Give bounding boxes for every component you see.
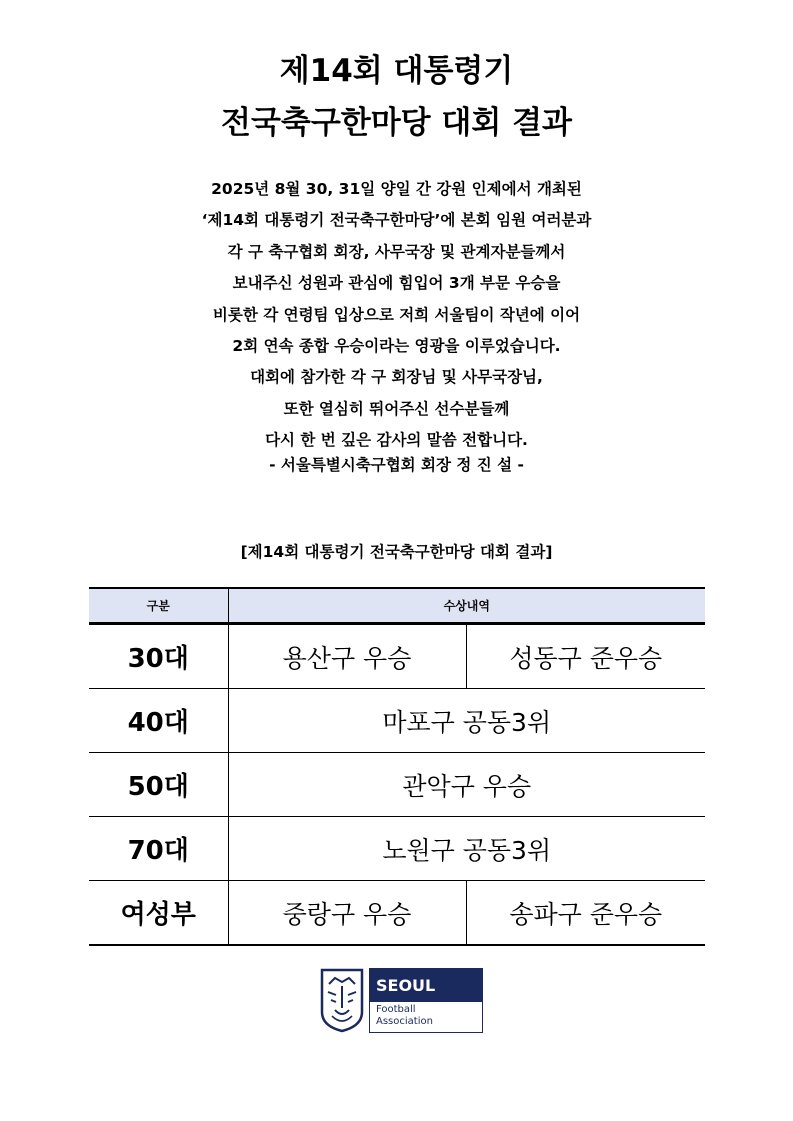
thank-you-message: [0, 174, 793, 457]
row-award: 노원구 공동3위: [228, 817, 705, 881]
message-line: 보내주신 성원과 관심에 힘입어 3개 부문 우승을: [232, 274, 561, 293]
logo-sub1: Football: [376, 1004, 416, 1015]
message-line: 다시 한 번 깊은 감사의 말씀 전합니다.: [265, 431, 528, 450]
message-line: 대회에 참가한 각 구 회장님 및 사무국장님,: [250, 368, 543, 387]
table-row: [89, 689, 705, 753]
row-award: 마포구 공동3위: [228, 689, 705, 753]
document-title-line2: 전국축구한마당 대회 결과: [221, 105, 572, 141]
row-award: 성동구 준우승: [466, 624, 705, 689]
table-row: [89, 624, 705, 689]
results-caption: [제14회 대통령기 전국축구한마당 대회 결과]: [240, 543, 553, 561]
row-award: 관악구 우승: [228, 753, 705, 817]
signature: - 서울특별시축구협회 회장 정 진 설 -: [269, 456, 524, 474]
header-awards: 수상내역: [228, 588, 705, 624]
table-row: [89, 753, 705, 817]
message-line: 2회 연속 종합 우승이라는 영광을 이루었습니다.: [232, 336, 561, 355]
table-header-row: [89, 588, 705, 624]
results-table: [89, 587, 705, 946]
row-award: 용산구 우승: [228, 624, 466, 689]
row-category: 30대: [89, 624, 228, 689]
logo-name: SEOUL: [370, 969, 482, 1002]
message-line: ‘제14회 대통령기 전국축구한마당’에 본회 임원 여러분과: [201, 211, 592, 230]
row-category: 70대: [89, 817, 228, 881]
row-award: 송파구 준우승: [466, 881, 705, 946]
row-category: 50대: [89, 753, 228, 817]
message-line: 2025년 8월 30, 31일 양일 간 강원 인제에서 개최된: [211, 180, 582, 198]
document-title-line1: 제14회 대통령기: [279, 53, 514, 89]
message-line: 비롯한 각 연령팀 입상으로 저희 서울팀이 작년에 이어: [212, 305, 581, 324]
logo-sub2: Association: [376, 1016, 433, 1027]
table-row: [89, 817, 705, 881]
tiger-emblem-icon: [320, 968, 364, 1033]
row-category: 40대: [89, 689, 228, 753]
row-award: 중랑구 우승: [228, 881, 466, 946]
row-category: 여성부: [89, 881, 228, 946]
table-row: [89, 881, 705, 946]
association-logo: [320, 968, 483, 1033]
logo-wordmark: [369, 968, 483, 1033]
header-category: 구분: [89, 588, 228, 624]
message-line: 각 구 축구협회 회장, 사무국장 및 관계자분들께서: [227, 242, 566, 261]
logo-subtitle: [376, 1004, 433, 1028]
message-line: 또한 열심히 뛰어주신 선수분들께: [283, 399, 510, 418]
